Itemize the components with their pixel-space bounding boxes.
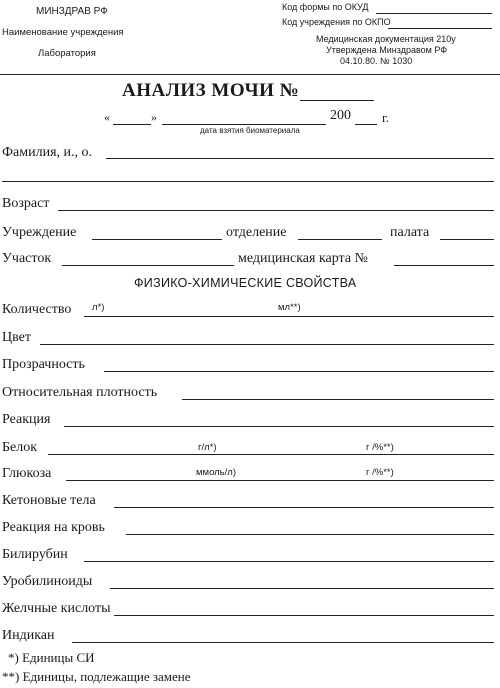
doc-line-2: Утверждена Минздравом РФ bbox=[326, 45, 448, 55]
bilirubin-label: Билирубин bbox=[2, 547, 68, 562]
date-close-quote: » bbox=[151, 110, 157, 124]
transparency-label: Прозрачность bbox=[2, 357, 85, 372]
age-field[interactable] bbox=[58, 210, 494, 211]
header-divider bbox=[0, 74, 500, 75]
quantity-unit-si: л*) bbox=[92, 302, 105, 313]
doc-line-3: 04.10.80. № 1030 bbox=[340, 56, 413, 66]
protein-unit-old: г /%**) bbox=[366, 442, 394, 453]
okud-label: Код формы по ОКУД bbox=[282, 2, 369, 12]
transparency-field[interactable] bbox=[104, 371, 494, 372]
card-label: медицинская карта № bbox=[238, 251, 368, 266]
color-label: Цвет bbox=[2, 330, 31, 345]
ward-field[interactable] bbox=[440, 239, 494, 240]
reaction-field[interactable] bbox=[64, 426, 494, 427]
quantity-label: Количество bbox=[2, 302, 72, 317]
date-caption: дата взятия биоматериала bbox=[200, 126, 300, 135]
lab-label: Лаборатория bbox=[38, 48, 96, 59]
okud-field[interactable] bbox=[376, 13, 492, 14]
footnote-old-units: **) Единицы, подлежащие замене bbox=[2, 669, 191, 684]
bile-acids-field[interactable] bbox=[114, 615, 494, 616]
quantity-unit-old: мл**) bbox=[278, 302, 301, 313]
protein-unit-si: г/л*) bbox=[198, 442, 217, 453]
year-prefix: 200 bbox=[330, 108, 351, 123]
fio-label: Фамилия, и., о. bbox=[2, 145, 93, 160]
protein-label: Белок bbox=[2, 440, 38, 455]
age-label: Возраст bbox=[2, 196, 50, 211]
protein-field[interactable] bbox=[48, 454, 494, 455]
ketone-field[interactable] bbox=[114, 507, 494, 508]
date-day-field[interactable] bbox=[113, 124, 151, 125]
ministry-label: МИНЗДРАВ РФ bbox=[36, 6, 108, 17]
density-label: Относительная плотность bbox=[2, 385, 158, 400]
indican-label: Индикан bbox=[2, 628, 55, 643]
date-month-field[interactable] bbox=[162, 124, 326, 125]
year-suffix: г. bbox=[382, 110, 390, 125]
bile-acids-label: Желчные кислоты bbox=[2, 601, 111, 616]
date-year-field[interactable] bbox=[355, 124, 377, 125]
fio-field-2[interactable] bbox=[2, 181, 494, 182]
date-open-quote: « bbox=[104, 110, 110, 124]
density-field[interactable] bbox=[182, 399, 494, 400]
ward-label: палата bbox=[390, 225, 430, 240]
glucose-label: Глюкоза bbox=[2, 466, 52, 481]
district-field[interactable] bbox=[62, 265, 234, 266]
district-label: Участок bbox=[2, 251, 52, 266]
urobilin-field[interactable] bbox=[110, 588, 494, 589]
fio-field[interactable] bbox=[106, 158, 494, 159]
blood-reaction-label: Реакция на кровь bbox=[2, 520, 105, 535]
okpo-label: Код учреждения по ОКПО bbox=[282, 17, 391, 27]
ketone-label: Кетоновые тела bbox=[2, 493, 96, 508]
urobilin-label: Уробилиноиды bbox=[2, 574, 93, 589]
institution-name-label: Наименование учреждения bbox=[2, 27, 124, 38]
department-field[interactable] bbox=[298, 239, 382, 240]
analysis-number-field[interactable] bbox=[300, 100, 374, 101]
reaction-label: Реакция bbox=[2, 412, 51, 427]
color-field[interactable] bbox=[40, 344, 494, 345]
institution-label: Учреждение bbox=[2, 225, 77, 240]
blood-reaction-field[interactable] bbox=[126, 534, 494, 535]
bilirubin-field[interactable] bbox=[84, 561, 494, 562]
glucose-unit-si: ммоль/л) bbox=[196, 467, 236, 478]
card-field[interactable] bbox=[394, 265, 494, 266]
doc-line-1: Медицинская документация 210у bbox=[316, 34, 456, 44]
okpo-field[interactable] bbox=[388, 28, 492, 29]
glucose-unit-old: г /%**) bbox=[366, 467, 394, 478]
indican-field[interactable] bbox=[72, 642, 494, 643]
institution-field[interactable] bbox=[92, 239, 222, 240]
form-title: АНАЛИЗ МОЧИ № bbox=[122, 80, 300, 101]
department-label: отделение bbox=[226, 225, 287, 240]
section-title: ФИЗИКО-ХИМИЧЕСКИЕ СВОЙСТВА bbox=[134, 276, 357, 290]
glucose-field[interactable] bbox=[66, 480, 494, 481]
footnote-si: *) Единицы СИ bbox=[8, 650, 95, 665]
quantity-field[interactable] bbox=[84, 316, 494, 317]
